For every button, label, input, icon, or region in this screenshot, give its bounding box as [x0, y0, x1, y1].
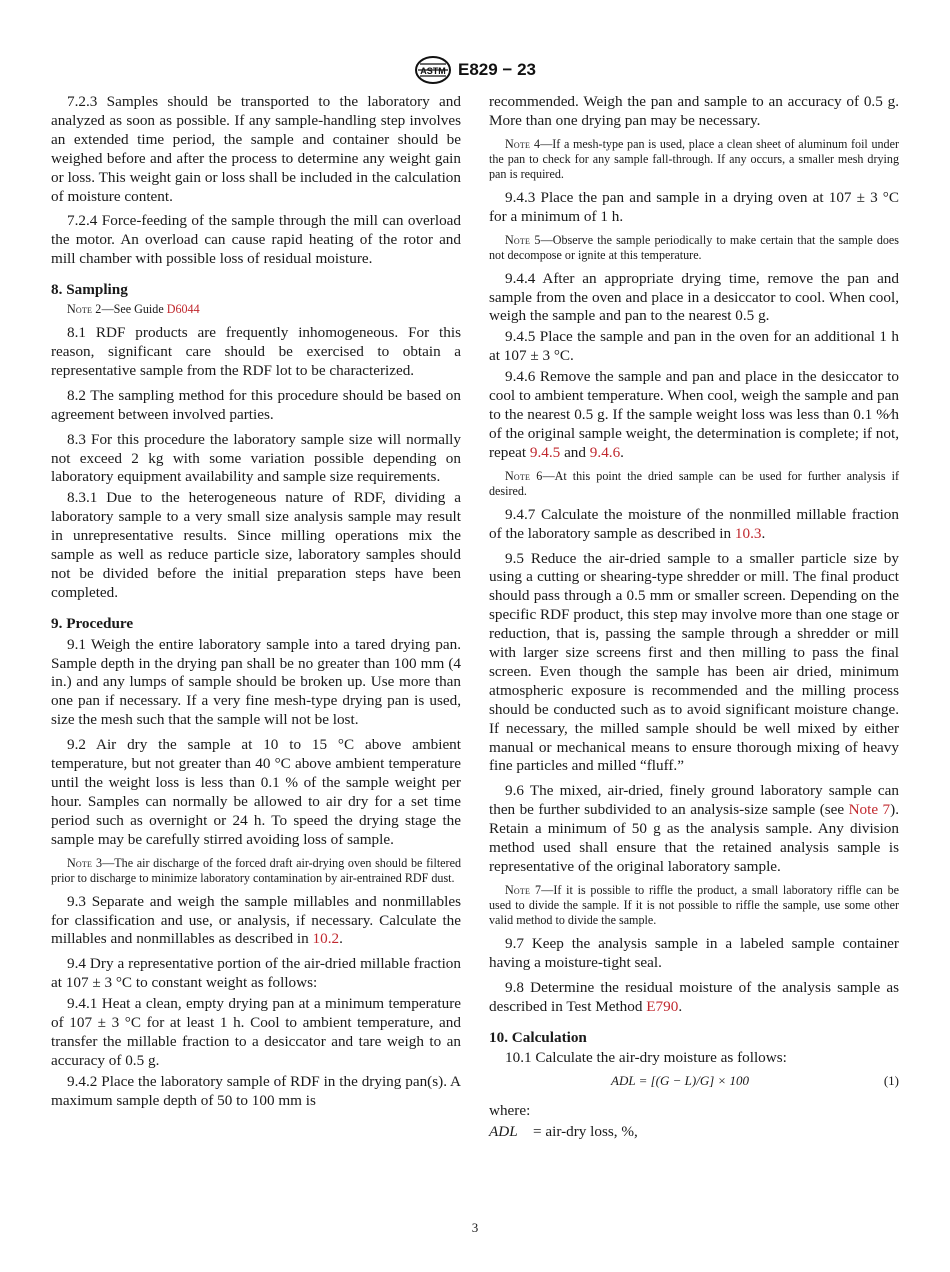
paragraph-9-8 [489, 979, 899, 1017]
section-10-title: 10. Calculation [489, 1028, 587, 1046]
paragraph-9-4-1: 9.4.1 Heat a clean, empty drying pan at a minimum temperature of 107 ± 3 °C for at least 1 h. Cool to ambient temperature, and transfer the millable fraction to a desiccator and tare weigh to an accuracy of 0.5 g. [51, 995, 461, 1069]
paragraph-9-8-end: . [678, 997, 683, 1015]
paragraph-9-6-text: 9.6 The mixed, air-dried, finely ground laboratory sample can then be further subdivided to an analysis-size sample (see [489, 782, 899, 819]
link-e790[interactable]: E790 [646, 997, 679, 1015]
paragraph-7-2-4: 7.2.4 Force-feeding of the sample through the mill can overload the motor. An overload can cause rapid heating of the rotor and mill chamber with possible loss of residual moisture. [51, 212, 461, 268]
note-4-text: —If a mesh-type pan is used, place a clean sheet of aluminum foil under the pan to check for any sample fall-through. If any occurs, a smaller mesh drying pan is required. [489, 136, 899, 181]
section-8-title: 8. Sampling [51, 281, 128, 299]
paragraph-9-4-6 [489, 368, 899, 463]
paragraph-9-4-7-text: 9.4.7 Calculate the moisture of the nonmilled millable fraction of the laboratory sample as described in [489, 505, 899, 542]
astm-logo-icon [414, 55, 452, 85]
link-10-2[interactable]: 10.2 [312, 930, 340, 948]
where-symbol: ADL [489, 1123, 518, 1141]
paragraph-9-4-4: 9.4.4 After an appropriate drying time, remove the pan and sample from the oven and place in a desiccator to cool. When cool, weigh the sample and pan to the nearest 0.5 g. [489, 269, 899, 325]
where-definition: = air-dry loss, %, [533, 1123, 638, 1141]
note-6-label: Note 6 [505, 468, 543, 483]
paragraph-9-4-2: 9.4.2 Place the laboratory sample of RDF in the drying pan(s). A maximum sample depth of 50 to 100 mm is [51, 1072, 461, 1109]
paragraph-9-7: 9.7 Keep the analysis sample in a labeled sample container having a moisture-tight seal. [489, 934, 899, 971]
paragraph-9-4-6-text: 9.4.6 Remove the sample and pan and place in the desiccator to cool to ambient temperature. When cool, weigh the sample and pan to the nearest 0.5 g. If the sample weight loss was less than 0.1 %⁄h of the original sample weight, the determination is complete; if not, repeat [489, 368, 899, 461]
paragraph-9-4-7-end: . [761, 524, 766, 542]
note-2-text: —See Guide [101, 302, 164, 317]
where-label: where: [489, 1102, 531, 1120]
note-3-text: —The air discharge of the forced draft air-drying oven should be filtered prior to discharge to minimize laboratory contamination by air-entrained RDF dust. [51, 855, 461, 885]
link-9-4-5[interactable]: 9.4.5 [529, 443, 561, 461]
note-5-label: Note 5 [505, 232, 541, 247]
paragraph-9-8-text: 9.8 Determine the residual moisture of the analysis sample as described in Test Method [489, 978, 899, 1015]
paragraph-9-6 [489, 782, 899, 877]
paragraph-8-3: 8.3 For this procedure the laboratory sample size will normally not exceed 2 kg with some variation possible depending on laboratory equipment availability and sample size requirements. [51, 430, 461, 486]
page-header [0, 55, 950, 90]
left-column [51, 93, 461, 1117]
note-5 [489, 233, 899, 263]
paragraph-10-1: 10.1 Calculate the air-dry moisture as follows: [505, 1049, 787, 1067]
paragraph-9-4-6-and: and [564, 443, 586, 461]
right-column [489, 93, 899, 1142]
equation-number: (1) [883, 1073, 899, 1089]
paragraph-9-3-end: . [339, 930, 343, 948]
link-note-7[interactable]: Note 7 [848, 801, 891, 819]
paragraph-9-4-3: 9.4.3 Place the pan and sample in a drying oven at 107 ± 3 °C for a minimum of 1 h. [489, 188, 899, 225]
paragraph-8-3-1: 8.3.1 Due to the heterogeneous nature of RDF, dividing a laboratory sample to a very small size analysis sample may result in unrepresentative results. Since milling operations mix the sample as well as reduce particle size, laboratory samples should not be divided before the initial preparation steps have been completed. [51, 489, 461, 601]
note-3-label: Note 3 [67, 855, 103, 870]
svg-text:ASTM: ASTM [420, 66, 446, 76]
paragraph-9-4-6-end: . [620, 443, 624, 461]
note-3 [51, 856, 461, 886]
note-6 [489, 469, 899, 499]
note-5-text: —Observe the sample periodically to make certain that the sample does not decompose or ignite at this temperature. [489, 232, 899, 262]
paragraph-9-4: 9.4 Dry a representative portion of the air-dried millable fraction at 107 ± 3 °C to constant weight as follows: [51, 955, 461, 992]
note-7 [489, 883, 899, 928]
note-2 [51, 302, 461, 317]
paragraph-9-6-end: ). Retain a minimum of 50 g as the analysis sample. Any division method used shall ensure that the retained analysis sample is representative of the original laboratory sample. [489, 801, 900, 875]
link-10-3[interactable]: 10.3 [734, 524, 762, 542]
paragraph-8-2: 8.2 The sampling method for this procedure should be based on agreement between involved parties. [51, 386, 461, 423]
link-9-4-6[interactable]: 9.4.6 [589, 443, 621, 461]
paragraph-8-1: 8.1 RDF products are frequently inhomogeneous. For this reason, significant care should be exercised to obtain a representative sample from the RDF lot to be characterized. [51, 324, 461, 379]
note-4-label: Note 4 [505, 136, 541, 151]
note-7-label: Note 7 [505, 882, 542, 897]
paragraph-7-2-3: 7.2.3 Samples should be transported to the laboratory and analyzed as soon as possible. If any sample-handling step involves an extended time period, the sample and container should be weighed before and after the process to determine any weight gain or loss. This weight gain or loss shall be included in the calculation of moisture content. [51, 93, 461, 205]
paragraph-9-4-5: 9.4.5 Place the sample and pan in the oven for an additional 1 h at 107 ± 3 °C. [489, 328, 899, 365]
standard-designation: E829 − 23 [458, 60, 536, 79]
page-number: 3 [471, 1220, 479, 1235]
link-d6044[interactable]: D6044 [166, 302, 200, 317]
paragraph-9-4-7 [489, 506, 899, 544]
paragraph-9-2: 9.2 Air dry the sample at 10 to 15 °C above ambient temperature, but not greater than 40 °C above ambient temperature until the weight loss is less than 0.1 % of the sample weight per hour. Samples can normally be allowed to air dry for a set time period such as overnight or 24 h. To speed the drying stage the sample may be carefully stirred avoiding loss of sample. [51, 736, 461, 848]
note-7-text: —If it is possible to riffle the product, a small laboratory riffle can be used to divide the sample. If it is not possible to riffle the sample, use some other valid method to divide the sample. [489, 882, 899, 927]
paragraph-9-5: 9.5 Reduce the air-dried sample to a smaller particle size by using a cutting or shearing-type shredder or mill. The final product should pass through a 0.5 mm or smaller screen. Depending on the specific RDF product, this step may involve more than one stage or reduction, that is, passing the sample through a shredder or mill with larger size screens first and then milling to pass the final screen. Even though the sample has been air dried, minimum atmospheric exposure is recommended and the milling process should be conducted such as to avoid significant moisture change. If necessary, the milled sample should be well mixed by either manual or mechanical means to ensure thorough mixing of heavy fine particles and milled “fluff.” [489, 549, 899, 775]
note-2-label: Note 2 [67, 302, 102, 317]
paragraph-9-3-text: 9.3 Separate and weigh the sample millables and nonmillables for classification and use, or analysis, if necessary. Calculate the millables and nonmillables as described in [51, 892, 461, 948]
where-definition-row [489, 1123, 899, 1142]
section-9-title: 9. Procedure [51, 614, 134, 632]
paragraph-9-4-2-continued: recommended. Weigh the pan and sample to an accuracy of 0.5 g. More than one drying pan may be necessary. [489, 93, 899, 129]
note-4 [489, 137, 899, 182]
paragraph-9-3 [51, 893, 461, 950]
equation-1 [489, 1070, 899, 1092]
paragraph-9-1: 9.1 Weigh the entire laboratory sample into a tared drying pan. Sample depth in the drying pan shall be no greater than 100 mm (4 in.) and any lumps of sample should be broken up. Use more than one pan if necessary. If a very fine mesh-type drying pan is used, size the mesh such that the sample will not be lost. [51, 635, 461, 729]
equation-body: ADL = [(G − L)/G] × 100 [611, 1073, 750, 1089]
note-6-text: —At this point the dried sample can be used for further analysis if desired. [489, 468, 899, 498]
